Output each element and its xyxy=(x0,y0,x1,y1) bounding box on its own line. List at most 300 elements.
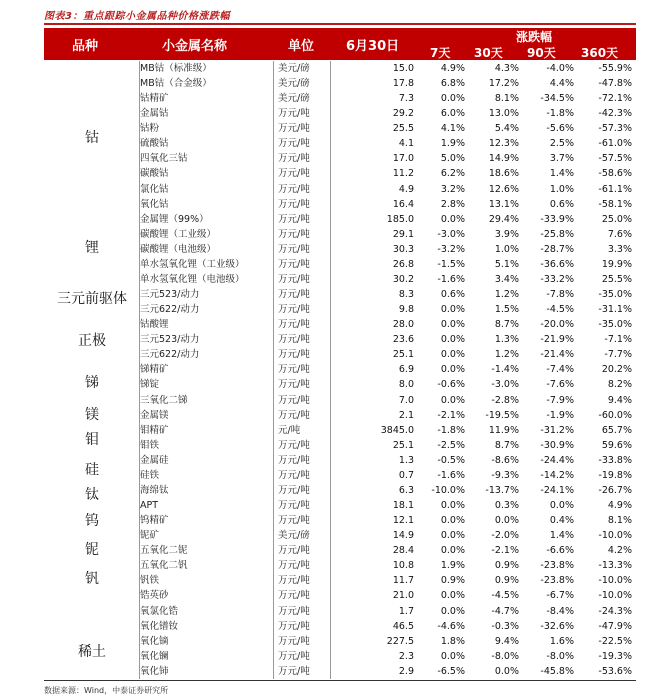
row-change-7d: 0.0% xyxy=(440,605,465,617)
row-change-90d: 0.4% xyxy=(549,515,574,527)
row-unit: 万元/吨 xyxy=(278,258,310,270)
row-unit: 万元/吨 xyxy=(278,319,310,331)
row-change-360d: -33.8% xyxy=(598,454,632,466)
row-change-360d: 25.0% xyxy=(601,213,632,225)
row-name: 氧化镝 xyxy=(140,635,169,647)
row-change-90d: -7.8% xyxy=(546,289,574,301)
row-change-360d: -7.7% xyxy=(604,349,632,361)
row-change-7d: 6.8% xyxy=(440,78,465,90)
row-change-360d: -26.7% xyxy=(598,484,632,496)
row-price: 10.8 xyxy=(392,560,414,572)
table-row xyxy=(44,393,636,408)
row-price: 7.0 xyxy=(398,394,414,406)
table-row xyxy=(44,136,636,151)
row-change-360d: 3.3% xyxy=(607,243,632,255)
category-label: 硅 xyxy=(85,462,99,478)
category-label: 镁 xyxy=(85,407,99,423)
row-unit: 万元/吨 xyxy=(278,409,310,421)
row-change-360d: -42.3% xyxy=(598,108,632,120)
row-unit: 万元/吨 xyxy=(278,500,310,512)
row-change-360d: -19.3% xyxy=(598,650,632,662)
table-title: 图表3：重点跟踪小金属品种价格涨跌幅 xyxy=(44,11,230,22)
row-change-360d: -35.0% xyxy=(598,289,632,301)
category-label: 锂 xyxy=(85,240,99,256)
row-change-360d: -22.5% xyxy=(598,635,632,647)
row-change-360d: -7.1% xyxy=(604,334,632,346)
row-price: 28.4 xyxy=(392,545,414,557)
row-name: 三元523/动力 xyxy=(140,334,200,346)
row-change-7d: -0.6% xyxy=(437,379,465,391)
row-change-360d: 8.2% xyxy=(607,379,632,391)
category-label: 钨 xyxy=(85,513,99,529)
header-change-group: 涨跌幅 xyxy=(516,30,553,44)
row-change-7d: 6.0% xyxy=(440,108,465,120)
row-price: 2.1 xyxy=(398,409,414,421)
row-unit: 元/吨 xyxy=(278,424,301,436)
row-change-360d: -47.9% xyxy=(598,620,632,632)
table-row xyxy=(44,573,636,588)
row-unit: 万元/吨 xyxy=(278,349,310,361)
row-name: 三元622/动力 xyxy=(140,304,200,316)
row-change-30d: 9.4% xyxy=(494,635,519,647)
row-price: 28.0 xyxy=(392,319,414,331)
row-change-90d: -34.5% xyxy=(540,93,574,105)
row-unit: 万元/吨 xyxy=(278,545,310,557)
row-change-30d: 11.9% xyxy=(488,424,519,436)
table-row xyxy=(44,197,636,212)
row-change-90d: -28.7% xyxy=(540,243,574,255)
row-unit: 万元/吨 xyxy=(278,108,310,120)
row-price: 14.9 xyxy=(392,530,414,542)
row-change-360d: -60.0% xyxy=(598,409,632,421)
row-price: 29.2 xyxy=(392,108,414,120)
row-change-90d: 1.4% xyxy=(549,530,574,542)
row-change-90d: -1.8% xyxy=(546,108,574,120)
table-row xyxy=(44,332,636,347)
row-change-90d: -6.7% xyxy=(546,590,574,602)
row-change-30d: 8.1% xyxy=(494,93,519,105)
row-name: 锑锭 xyxy=(140,379,160,391)
table-row xyxy=(44,227,636,242)
row-name: 单水氢氧化锂（工业级） xyxy=(140,258,245,270)
row-price: 1.3 xyxy=(398,454,414,466)
row-unit: 万元/吨 xyxy=(278,243,310,255)
table-row xyxy=(44,212,636,227)
row-price: 4.9 xyxy=(398,183,414,195)
table-row xyxy=(44,468,636,483)
row-change-30d: 0.0% xyxy=(494,665,519,677)
row-price: 11.7 xyxy=(392,575,414,587)
row-price: 12.1 xyxy=(392,515,414,527)
row-change-7d: 0.0% xyxy=(440,304,465,316)
row-change-360d: 20.2% xyxy=(601,364,632,376)
table-row xyxy=(44,438,636,453)
row-change-360d: -13.3% xyxy=(598,560,632,572)
table-row xyxy=(44,634,636,649)
row-change-30d: 12.3% xyxy=(488,138,519,150)
row-change-7d: 0.0% xyxy=(440,515,465,527)
row-change-30d: 0.9% xyxy=(494,560,519,572)
row-change-360d: -10.0% xyxy=(598,530,632,542)
row-change-90d: -33.9% xyxy=(540,213,574,225)
row-change-90d: -8.4% xyxy=(546,605,574,617)
row-change-7d: -1.6% xyxy=(437,469,465,481)
row-unit: 万元/吨 xyxy=(278,394,310,406)
row-name: 硫酸钴 xyxy=(140,138,169,150)
row-change-7d: -3.0% xyxy=(437,228,465,240)
category-label: 钒 xyxy=(85,571,99,587)
row-unit: 万元/吨 xyxy=(278,379,310,391)
row-change-30d: 3.4% xyxy=(494,273,519,285)
row-change-360d: -35.0% xyxy=(598,319,632,331)
row-unit: 万元/吨 xyxy=(278,364,310,376)
row-change-7d: 0.0% xyxy=(440,500,465,512)
row-name: 海绵钛 xyxy=(140,484,169,496)
row-change-7d: -3.2% xyxy=(437,243,465,255)
row-change-30d: -8.6% xyxy=(491,454,519,466)
row-change-7d: 5.0% xyxy=(440,153,465,165)
category-label: 正极 xyxy=(78,333,106,349)
row-change-90d: -8.0% xyxy=(546,650,574,662)
row-unit: 万元/吨 xyxy=(278,334,310,346)
row-change-360d: 25.5% xyxy=(601,273,632,285)
header-category: 品种 xyxy=(72,39,99,54)
row-change-30d: 8.7% xyxy=(494,319,519,331)
row-change-360d: -58.1% xyxy=(598,198,632,210)
row-change-7d: -2.5% xyxy=(437,439,465,451)
row-name: APT xyxy=(140,500,159,512)
row-price: 25.5 xyxy=(392,123,414,135)
row-change-30d: 1.0% xyxy=(494,243,519,255)
row-name: 单水氢氧化锂（电池级） xyxy=(140,273,245,285)
row-change-7d: 0.0% xyxy=(440,590,465,602)
table-row xyxy=(44,287,636,302)
row-change-360d: 8.1% xyxy=(607,515,632,527)
row-change-90d: -7.9% xyxy=(546,394,574,406)
header-30d: 30天 xyxy=(474,46,503,60)
row-price: 17.0 xyxy=(392,153,414,165)
row-name: 钴酸锂 xyxy=(140,319,169,331)
row-unit: 万元/吨 xyxy=(278,228,310,240)
row-unit: 万元/吨 xyxy=(278,650,310,662)
table-row xyxy=(44,121,636,136)
row-name: 四氧化三钴 xyxy=(140,153,188,165)
table-row xyxy=(44,61,636,76)
table-row xyxy=(44,408,636,423)
row-name: 钒铁 xyxy=(140,575,160,587)
table-row xyxy=(44,302,636,317)
category-label: 锑 xyxy=(85,375,99,391)
row-unit: 美元/磅 xyxy=(278,63,310,74)
category-label: 钛 xyxy=(85,487,99,503)
row-name: 五氧化二钒 xyxy=(140,560,188,572)
row-change-30d: -4.7% xyxy=(491,605,519,617)
row-unit: 万元/吨 xyxy=(278,469,310,481)
row-change-30d: 12.6% xyxy=(488,183,519,195)
row-name: 钼精矿 xyxy=(140,424,169,436)
table-row xyxy=(44,453,636,468)
row-change-30d: 17.2% xyxy=(488,78,519,90)
row-change-90d: -24.1% xyxy=(540,484,574,496)
category-label: 钼 xyxy=(85,432,99,448)
row-unit: 万元/吨 xyxy=(278,273,310,285)
row-change-90d: -7.6% xyxy=(546,379,574,391)
row-change-30d: -8.0% xyxy=(491,650,519,662)
row-name: 三元622/动力 xyxy=(140,349,200,361)
row-unit: 万元/吨 xyxy=(278,484,310,496)
row-change-7d: 0.9% xyxy=(440,575,465,587)
row-change-30d: 0.0% xyxy=(494,515,519,527)
row-change-360d: -19.8% xyxy=(598,469,632,481)
row-unit: 美元/磅 xyxy=(278,93,310,105)
row-change-90d: 1.4% xyxy=(549,168,574,180)
row-price: 8.0 xyxy=(398,379,414,391)
row-change-7d: 0.0% xyxy=(440,213,465,225)
row-change-90d: -1.9% xyxy=(546,409,574,421)
row-change-7d: 2.8% xyxy=(440,198,465,210)
row-change-360d: -10.0% xyxy=(598,575,632,587)
row-change-30d: 5.4% xyxy=(494,123,519,135)
row-change-7d: -2.1% xyxy=(437,409,465,421)
row-change-30d: -1.4% xyxy=(491,364,519,376)
row-change-7d: 0.6% xyxy=(440,289,465,301)
header-360d: 360天 xyxy=(581,46,619,60)
row-change-360d: -31.1% xyxy=(598,304,632,316)
row-price: 15.0 xyxy=(392,63,414,74)
row-price: 3845.0 xyxy=(380,424,414,436)
row-price: 26.8 xyxy=(392,258,414,270)
row-change-90d: -14.2% xyxy=(540,469,574,481)
row-change-360d: 65.7% xyxy=(601,424,632,436)
row-name: 五氧化二铌 xyxy=(140,545,188,557)
row-change-30d: 18.6% xyxy=(488,168,519,180)
row-name: 金属硅 xyxy=(140,454,169,466)
row-change-30d: 0.9% xyxy=(494,575,519,587)
row-change-30d: -2.1% xyxy=(491,545,519,557)
row-change-360d: -53.6% xyxy=(598,665,632,677)
row-change-360d: 9.4% xyxy=(607,394,632,406)
table-row xyxy=(44,423,636,438)
row-change-7d: 0.0% xyxy=(440,93,465,105)
table-row xyxy=(44,151,636,166)
row-name: 金属锂（99%） xyxy=(140,213,209,225)
row-change-90d: 1.0% xyxy=(549,183,574,195)
row-unit: 万元/吨 xyxy=(278,153,310,165)
category-label: 三元前驱体 xyxy=(57,291,127,307)
row-change-7d: 6.2% xyxy=(440,168,465,180)
row-unit: 万元/吨 xyxy=(278,439,310,451)
row-change-360d: -61.0% xyxy=(598,138,632,150)
row-unit: 万元/吨 xyxy=(278,289,310,301)
row-change-360d: -57.3% xyxy=(598,123,632,135)
row-change-30d: 5.1% xyxy=(494,258,519,270)
row-unit: 万元/吨 xyxy=(278,168,310,180)
table-row xyxy=(44,498,636,513)
row-unit: 万元/吨 xyxy=(278,620,310,632)
row-change-360d: 19.9% xyxy=(601,258,632,270)
row-price: 4.1 xyxy=(398,138,414,150)
row-change-360d: 4.2% xyxy=(607,545,632,557)
row-price: 0.7 xyxy=(398,469,414,481)
row-unit: 万元/吨 xyxy=(278,123,310,135)
row-change-30d: -2.0% xyxy=(491,530,519,542)
table-row xyxy=(44,91,636,106)
row-change-7d: 1.8% xyxy=(440,635,465,647)
row-price: 6.3 xyxy=(398,484,414,496)
row-name: 氧化钴 xyxy=(140,198,169,210)
row-change-7d: 0.0% xyxy=(440,364,465,376)
table-row xyxy=(44,272,636,287)
row-change-90d: -5.6% xyxy=(546,123,574,135)
header-name: 小金属名称 xyxy=(162,39,228,54)
row-name: 碳酸钴 xyxy=(140,168,169,180)
row-price: 11.2 xyxy=(392,168,414,180)
table-row xyxy=(44,513,636,528)
table-row xyxy=(44,347,636,362)
row-name: 碳酸锂（电池级） xyxy=(140,243,217,255)
row-price: 23.6 xyxy=(392,334,414,346)
row-unit: 万元/吨 xyxy=(278,605,310,617)
row-name: 三元523/动力 xyxy=(140,289,200,301)
row-change-90d: -21.9% xyxy=(540,334,574,346)
row-price: 29.1 xyxy=(392,228,414,240)
row-change-360d: -61.1% xyxy=(598,183,632,195)
row-name: 钴粉 xyxy=(140,123,160,135)
row-change-90d: 4.4% xyxy=(549,78,574,90)
row-change-7d: -0.5% xyxy=(437,454,465,466)
table-row xyxy=(44,664,636,679)
row-change-90d: 3.7% xyxy=(549,153,574,165)
row-change-7d: -1.6% xyxy=(437,273,465,285)
row-unit: 万元/吨 xyxy=(278,665,310,677)
row-price: 46.5 xyxy=(392,620,414,632)
row-change-360d: -72.1% xyxy=(598,93,632,105)
row-name: 氧化镧 xyxy=(140,650,169,662)
row-change-360d: -57.5% xyxy=(598,153,632,165)
row-price: 2.3 xyxy=(398,650,414,662)
row-change-90d: -23.8% xyxy=(540,575,574,587)
row-change-360d: -24.3% xyxy=(598,605,632,617)
row-name: 氧化铈 xyxy=(140,665,169,677)
row-change-90d: -7.4% xyxy=(546,364,574,376)
row-change-7d: 0.0% xyxy=(440,349,465,361)
row-name: 钴精矿 xyxy=(140,93,169,105)
table-row xyxy=(44,558,636,573)
row-name: 锆英砂 xyxy=(140,590,169,602)
row-change-90d: -6.6% xyxy=(546,545,574,557)
row-change-30d: 1.5% xyxy=(494,304,519,316)
source-note: 数据来源：Wind，中泰证券研究所 xyxy=(44,686,169,695)
row-change-30d: 4.3% xyxy=(494,63,519,74)
row-change-30d: 13.1% xyxy=(488,198,519,210)
row-change-360d: 4.9% xyxy=(607,500,632,512)
row-change-30d: 1.2% xyxy=(494,289,519,301)
row-price: 25.1 xyxy=(392,439,414,451)
row-change-90d: 2.5% xyxy=(549,138,574,150)
row-unit: 万元/吨 xyxy=(278,454,310,466)
row-price: 30.2 xyxy=(392,273,414,285)
row-change-30d: 0.3% xyxy=(494,500,519,512)
row-change-7d: 4.1% xyxy=(440,123,465,135)
row-change-30d: -4.5% xyxy=(491,590,519,602)
row-name: 金属镁 xyxy=(140,409,169,421)
row-price: 6.9 xyxy=(398,364,414,376)
row-change-7d: 0.0% xyxy=(440,650,465,662)
row-change-7d: 0.0% xyxy=(440,394,465,406)
row-change-90d: -24.4% xyxy=(540,454,574,466)
row-change-90d: -23.8% xyxy=(540,560,574,572)
row-change-90d: 0.6% xyxy=(549,198,574,210)
table-row xyxy=(44,619,636,634)
table-row xyxy=(44,377,636,392)
row-price: 1.7 xyxy=(398,605,414,617)
category-label: 铌 xyxy=(85,542,99,558)
header-date: 6月30日 xyxy=(346,39,400,54)
row-unit: 万元/吨 xyxy=(278,515,310,527)
row-price: 18.1 xyxy=(392,500,414,512)
table-row xyxy=(44,182,636,197)
row-unit: 万元/吨 xyxy=(278,575,310,587)
row-change-90d: 0.0% xyxy=(549,500,574,512)
row-price: 9.8 xyxy=(398,304,414,316)
table-row xyxy=(44,166,636,181)
row-name: 碳酸锂（工业级） xyxy=(140,228,217,240)
row-price: 16.4 xyxy=(392,198,414,210)
row-change-90d: -20.0% xyxy=(540,319,574,331)
row-change-90d: -33.2% xyxy=(540,273,574,285)
row-change-7d: 0.0% xyxy=(440,545,465,557)
row-change-90d: -31.2% xyxy=(540,424,574,436)
table-row xyxy=(44,588,636,603)
row-change-30d: -13.7% xyxy=(485,484,519,496)
row-name: 钼铁 xyxy=(140,439,160,451)
row-price: 30.3 xyxy=(392,243,414,255)
row-name: 氧化镨钕 xyxy=(140,620,179,632)
row-change-7d: 0.0% xyxy=(440,334,465,346)
row-change-360d: 7.6% xyxy=(607,228,632,240)
category-label: 稀土 xyxy=(78,644,106,660)
row-change-90d: -25.8% xyxy=(540,228,574,240)
bottom-rule xyxy=(44,680,636,681)
row-price: 7.3 xyxy=(398,93,414,105)
table-row xyxy=(44,604,636,619)
row-name: MB钴（标准级） xyxy=(140,63,212,74)
row-change-30d: -2.8% xyxy=(491,394,519,406)
row-unit: 万元/吨 xyxy=(278,213,310,225)
table-row xyxy=(44,257,636,272)
row-price: 185.0 xyxy=(386,213,414,225)
category-label: 钴 xyxy=(85,130,99,146)
row-change-7d: 1.9% xyxy=(440,560,465,572)
row-change-360d: -55.9% xyxy=(598,63,632,74)
row-change-90d: -32.6% xyxy=(540,620,574,632)
row-unit: 万元/吨 xyxy=(278,590,310,602)
row-change-7d: -10.0% xyxy=(431,484,465,496)
header-7d: 7天 xyxy=(430,46,451,60)
row-change-90d: -30.9% xyxy=(540,439,574,451)
row-change-30d: -19.5% xyxy=(485,409,519,421)
header-90d: 90天 xyxy=(527,46,556,60)
row-change-360d: -58.6% xyxy=(598,168,632,180)
row-price: 21.0 xyxy=(392,590,414,602)
row-change-7d: -4.6% xyxy=(437,620,465,632)
row-name: 锑精矿 xyxy=(140,364,169,376)
table-row xyxy=(44,106,636,121)
row-unit: 万元/吨 xyxy=(278,560,310,572)
row-change-30d: 1.3% xyxy=(494,334,519,346)
title-rule xyxy=(44,23,636,25)
table-row xyxy=(44,528,636,543)
